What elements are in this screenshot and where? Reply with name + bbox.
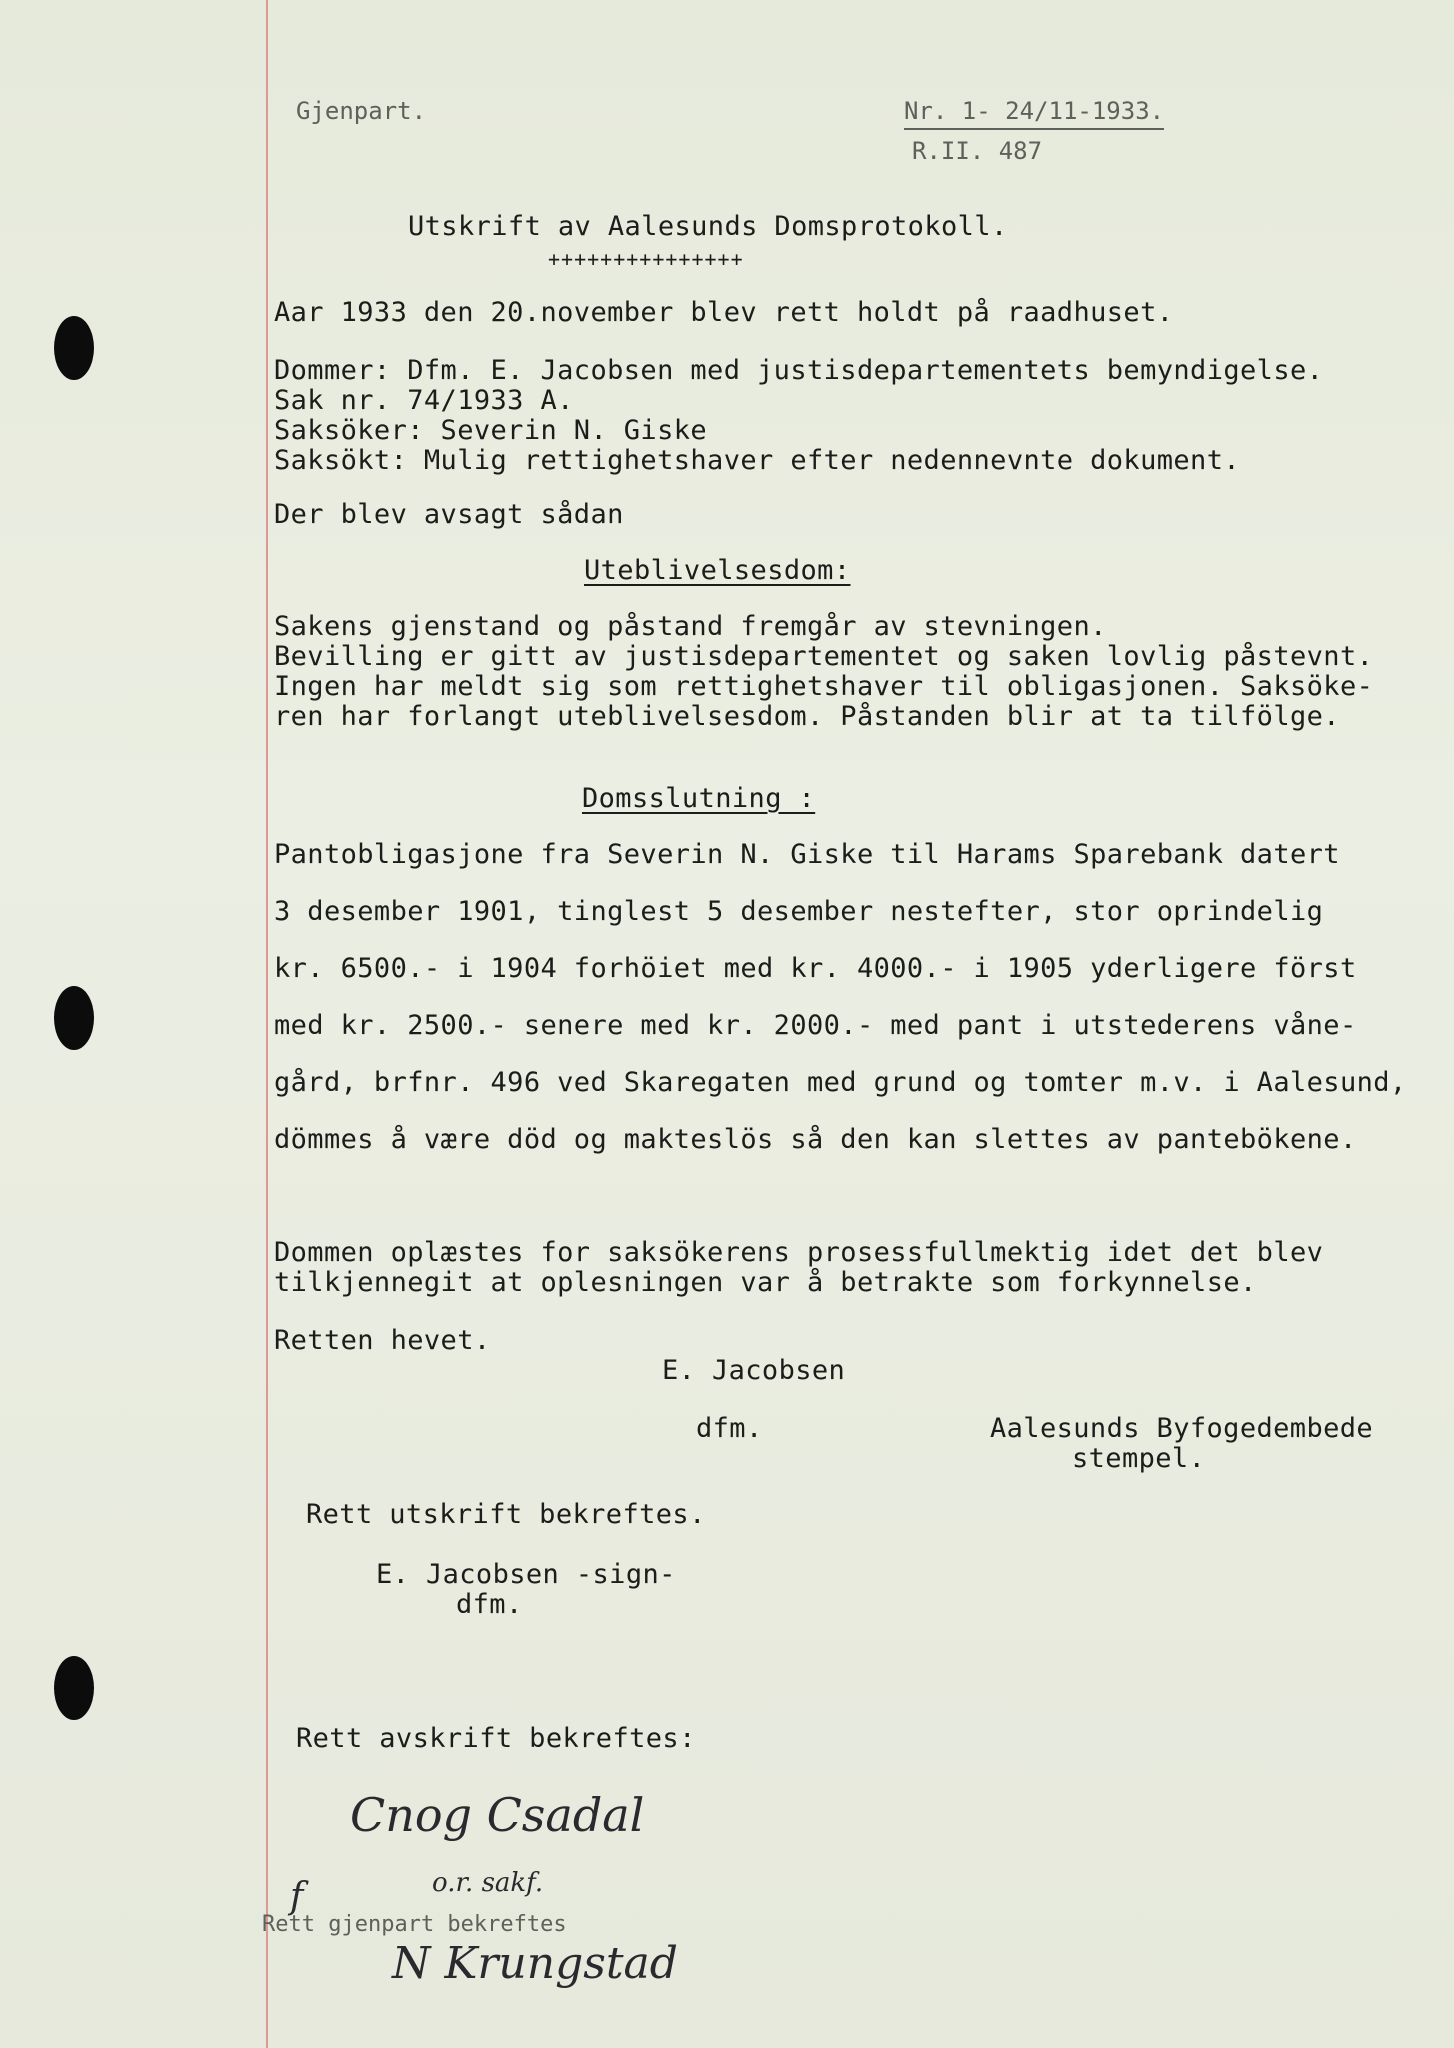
signed-name: E. Jacobsen -sign- — [376, 1559, 676, 1590]
punch-hole-middle — [54, 986, 94, 1050]
case-number: Sak nr. 74/1933 A. — [274, 385, 574, 416]
handwritten-initial: f — [290, 1876, 304, 1917]
signed-title: dfm. — [456, 1589, 523, 1620]
punch-hole-bottom — [54, 1656, 94, 1720]
judge-title: dfm. — [696, 1413, 763, 1444]
document-reference: R.II. 487 — [912, 137, 1043, 165]
pronounced-line: Der blev avsagt sådan — [274, 499, 624, 530]
stamp-line: Aalesunds Byfogedembede — [990, 1413, 1374, 1444]
document-number: Nr. 1- 24/11-1933. — [904, 96, 1164, 130]
certification-duplicate: Rett gjenpart bekreftes — [262, 1912, 567, 1937]
handwritten-title: o.r. sakf. — [432, 1868, 544, 1898]
handwritten-signature: Cnog Csadal — [350, 1788, 645, 1842]
section-heading-judgment: Uteblivelsesdom: — [584, 555, 851, 586]
margin-rule — [266, 0, 268, 2048]
punch-hole-top — [54, 316, 94, 380]
handwritten-signature: N Krungstad — [392, 1938, 678, 1989]
body-line: Bevilling er gitt av justisdepartementet og saken lovlig påstevnt. — [274, 641, 1374, 672]
conclusion-line: kr. 6500.- i 1904 forhöiet med kr. 4000.- i 1905 yderligere först — [274, 953, 1357, 984]
body-line: ren har forlangt uteblivelsesdom. Påstanden blir at ta tilfölge. — [274, 701, 1340, 732]
conclusion-line: gård, brfnr. 496 ved Skaregaten med grund og tomter m.v. i Aalesund, — [274, 1067, 1407, 1098]
title-rule: +++++++++++++++ — [548, 247, 744, 271]
copy-label: Gjenpart. — [296, 97, 427, 125]
body-line: Sakens gjenstand og påstand fremgår av stevningen. — [274, 611, 1107, 642]
document-title: Utskrift av Aalesunds Domsprotokoll. — [408, 211, 1008, 242]
conclusion-line: dömmes å være död og makteslös så den kan slettes av pantebökene. — [274, 1124, 1357, 1155]
conclusion-line: Pantobligasjone fra Severin N. Giske til Harams Sparebank datert — [274, 839, 1340, 870]
closing-line: Retten hevet. — [274, 1325, 491, 1356]
defendant-line: Saksökt: Mulig rettighetshaver efter nedennevnte dokument. — [274, 445, 1241, 476]
reading-line: tilkjennegit at oplesningen var å betrakte som forkynnelse. — [274, 1267, 1257, 1298]
body-line: Ingen har meldt sig som rettighetshaver til obligasjonen. Saksöke- — [274, 671, 1374, 702]
judge-name: E. Jacobsen — [662, 1355, 846, 1386]
stamp-line: stempel. — [1072, 1443, 1206, 1474]
plaintiff-line: Saksöker: Severin N. Giske — [274, 415, 708, 446]
session-line: Aar 1933 den 20.november blev rett holdt på raadhuset. — [274, 297, 1174, 328]
section-heading-conclusion: Domsslutning : — [582, 783, 816, 814]
conclusion-line: 3 desember 1901, tinglest 5 desember nestefter, stor oprindelig — [274, 896, 1324, 927]
reading-line: Dommen oplæstes for saksökerens prosessfullmektig idet det blev — [274, 1237, 1324, 1268]
certification-copy: Rett utskrift bekreftes. — [306, 1499, 706, 1530]
judge-line: Dommer: Dfm. E. Jacobsen med justisdepartementets bemyndigelse. — [274, 355, 1324, 386]
certification-transcript: Rett avskrift bekreftes: — [296, 1723, 696, 1754]
conclusion-line: med kr. 2500.- senere med kr. 2000.- med pant i utstederens våne- — [274, 1010, 1357, 1041]
